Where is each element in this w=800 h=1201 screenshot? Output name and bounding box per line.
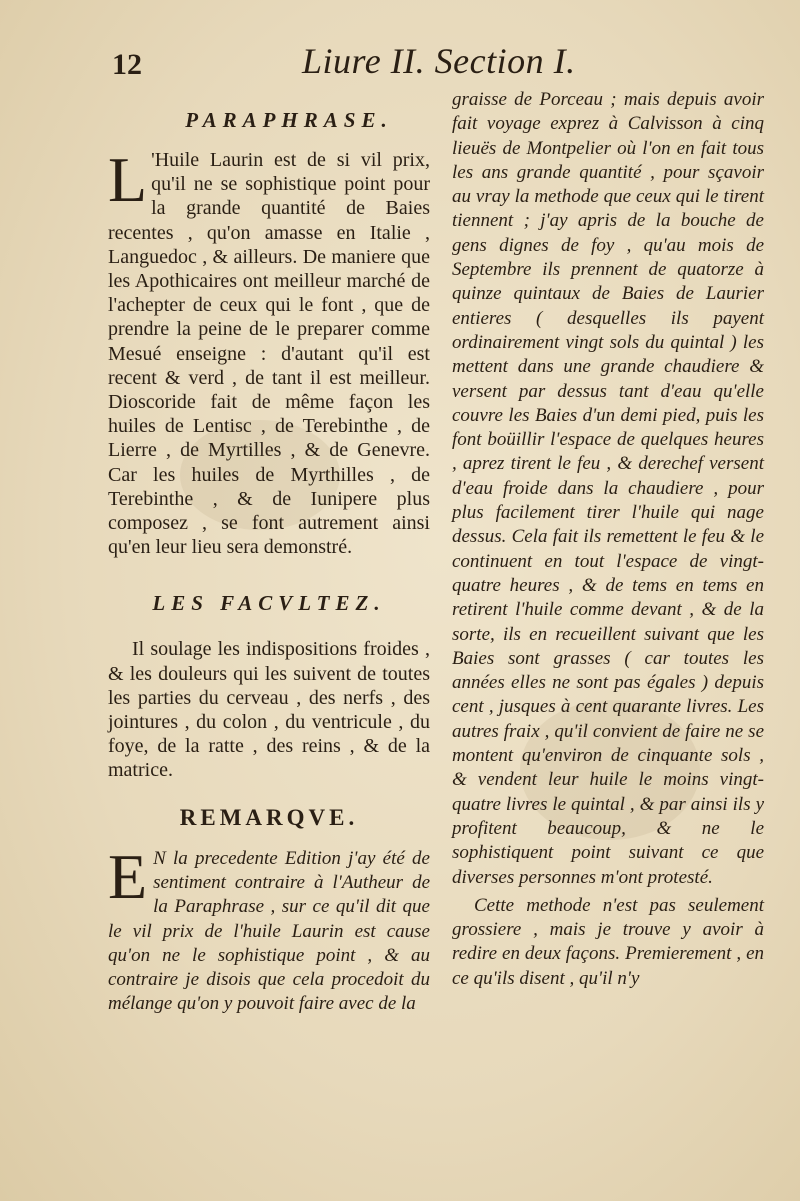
paraphrase-dropcap: L [108, 144, 148, 215]
right-column [452, 88, 764, 991]
remarque-text: N la precedente Edition j'ay été de sentiment contraire à l'Autheur de la Paraphrase , sur ce qu'il dit que le vil prix de l'huile Laurin est cause qu'on ne le sophistique point , & au contraire je disois que cela procedoit du mélange qu'on y pouvoit faire avec de la [108, 847, 430, 1015]
right-column-text [452, 88, 764, 991]
right-text-second: Cette methode n'est pas seulement grossiere , mais je trouve y avoir à redire en deux façons. Premierement , en ce qu'ils disent , qu'il n'y [452, 894, 764, 989]
running-title: Liure II. Section I. [302, 41, 576, 81]
paraphrase-text: 'Huile Laurin est de si vil prix, qu'il ne se sophistique point pour la grande quantité de Baies recentes , qu'on amasse en Italie , Languedoc , & ailleurs. De maniere que les Apothicaires ont meilleur marché de l'achepter de ceux qui le font , que de prendre la peine de le preparer comme Mesué enseigne : d'autant qu'il est recent & verd , de tant il est meilleur. Dioscoride fait de même façon les huiles de Lentisc , de Terebinthe , de Lierre , de Myrtilles , & de Genevre. Car les huiles de Myrthilles , de Terebinthe , & de Iunipere plus composez , se font autrement ainsi qu'en leur lieu sera demonstré. [108, 149, 430, 559]
page-header [112, 40, 672, 90]
paraphrase-paragraph [108, 144, 430, 559]
remarque-paragraph [108, 840, 430, 1017]
remarque-dropcap: E [108, 840, 148, 912]
right-text-main: graisse de Porceau ; mais depuis avoir fait voyage exprez à Calvisson à cinq lieuës de Montpelier où l'on en fait tous les ans grande quantité , pour sçavoir au vray la methode que ceux qui le tirent tiennent ; j'ay apris de la bouche de gens dignes de foy , qu'au mois de Septembre ils prennent de quatorze à quinze quintaux de Baies de Laurier entieres ( desquelles ils payent ordinairement vingt sols du quintal ) les mettent dans une grande chaudiere & versent par dessus tant d'eau qu'elle couvre les Baies d'un demi pied, puis les font boüillir l'espace de quelques heures , aprez tirent le feu , & derechef versent d'eau froide dans la chaudiere , pour plus facilement tirer l'huile qui nage dessus. Cela fait ils remettent le feu & le continuent en tout l'espace de vingt-quatre heures , & de tems en tems en retirent l'huile comme devant , & de la sorte, ils en recueillent suivant que les Baies sont grasses ( car toutes les années elles ne sont pas égales ) depuis cent , jusques à cent quarante livres. Les autres fraix , qu'il convient de faire ne se montent qu'environ de cinquante sols , & vendent leur huile le moins vingt-quatre livres le quintal , & par ainsi ils y profitent beaucoup, & ne le sophistiquent point suivant ce que diverses personnes m'ont protesté. [452, 89, 764, 888]
left-column [108, 108, 430, 1017]
facultez-text: Il soulage les indispositions froides , & les douleurs qui les suivent de toutes les parties du cerveau , des nerfs , des jointures , du colon , du ventricule , du foye, de la ratte , des reins , & de la matrice. [108, 638, 430, 782]
page-number: 12 [112, 48, 142, 81]
paraphrase-heading: PARAPHRASE. [185, 108, 393, 132]
remarque-heading: REMARQVE. [179, 804, 359, 830]
facultez-heading: LES FACVLTEZ. [152, 591, 386, 616]
